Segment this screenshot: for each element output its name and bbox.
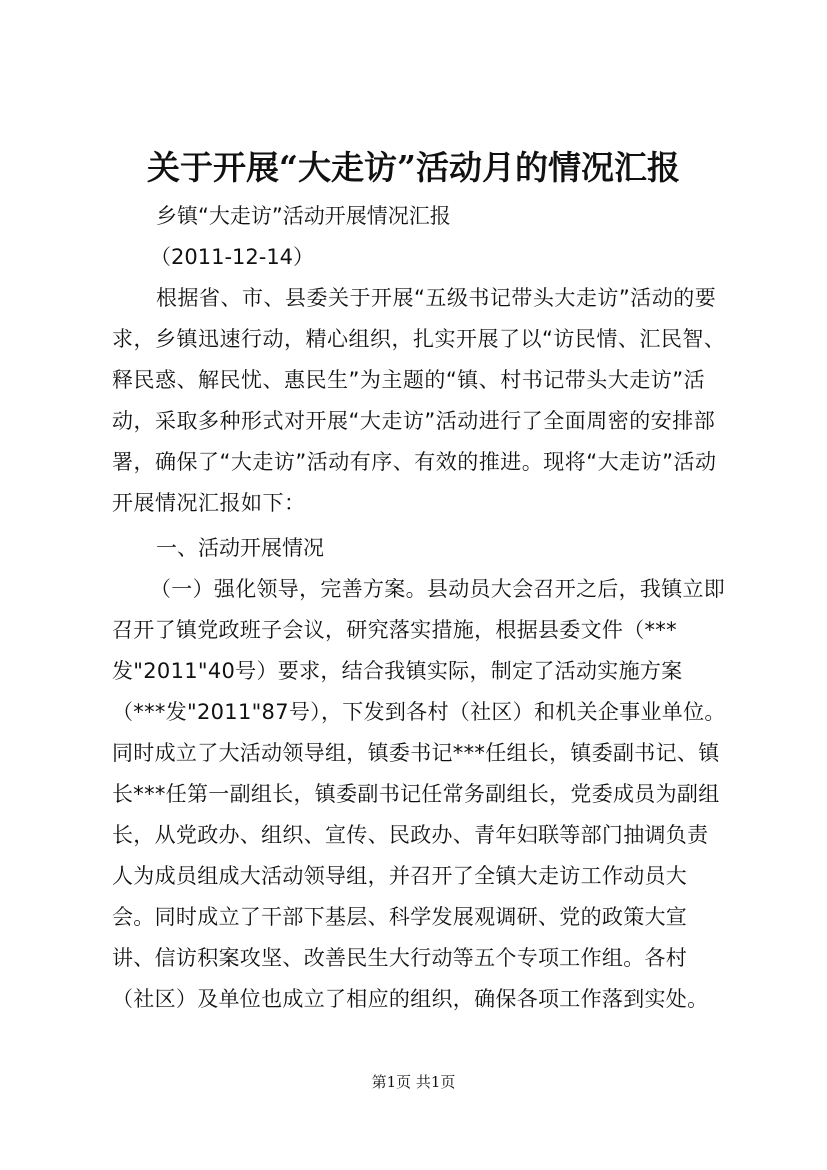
page-footer: 第1页 共1页 [371, 1073, 456, 1091]
document-subtitle: 乡镇“大走访”活动开展情况汇报 [156, 204, 451, 228]
document-title: 关于开展“大走访”活动月的情况汇报 [147, 148, 680, 187]
document-date: （2011-12-14） [150, 245, 315, 269]
paragraph-leadership: （一）强化领导，完善方案。县动员大会召开之后，我镇立即召开了镇党政班子会议，研究落实措施，根据县委文件（***发"2011"40号）要求，结合我镇实际，制定了活动实施方案（***发"2011"87号），下发到各村（社区）和机关企事业单位。同时成立了大活动领导组，镇委书记***任组长，镇委副书记、镇长***任第一副组长，镇委副书记任常务副组长，党委成员为副组长，从党政办、组织、宣传、民政办、青年妇联等部门抽调负责人为成员组成大活动领导组，并召开了全镇大走访工作动员大会。同时成立了干部下基层、科学发展观调研、党的政策大宣讲、信访积案攻坚、改善民生大行动等五个专项工作组。各村（社区）及单位也成立了相应的组织，确保各项工作落到实处。 [112, 577, 726, 1011]
section-heading: 一、活动开展情况 [156, 536, 324, 560]
paragraph-intro: 根据省、市、县委关于开展“五级书记带头大走访”活动的要求，乡镇迅速行动，精心组织，扎实开展了以“访民情、汇民智、释民惑、解民忧、惠民生”为主题的“镇、村书记带头大走访”活动，采取多种形式对开展“大走访”活动进行了全面周密的安排部署，确保了“大走访”活动有序、有效的推进。现将“大走访”活动开展情况汇报如下： [112, 286, 726, 515]
